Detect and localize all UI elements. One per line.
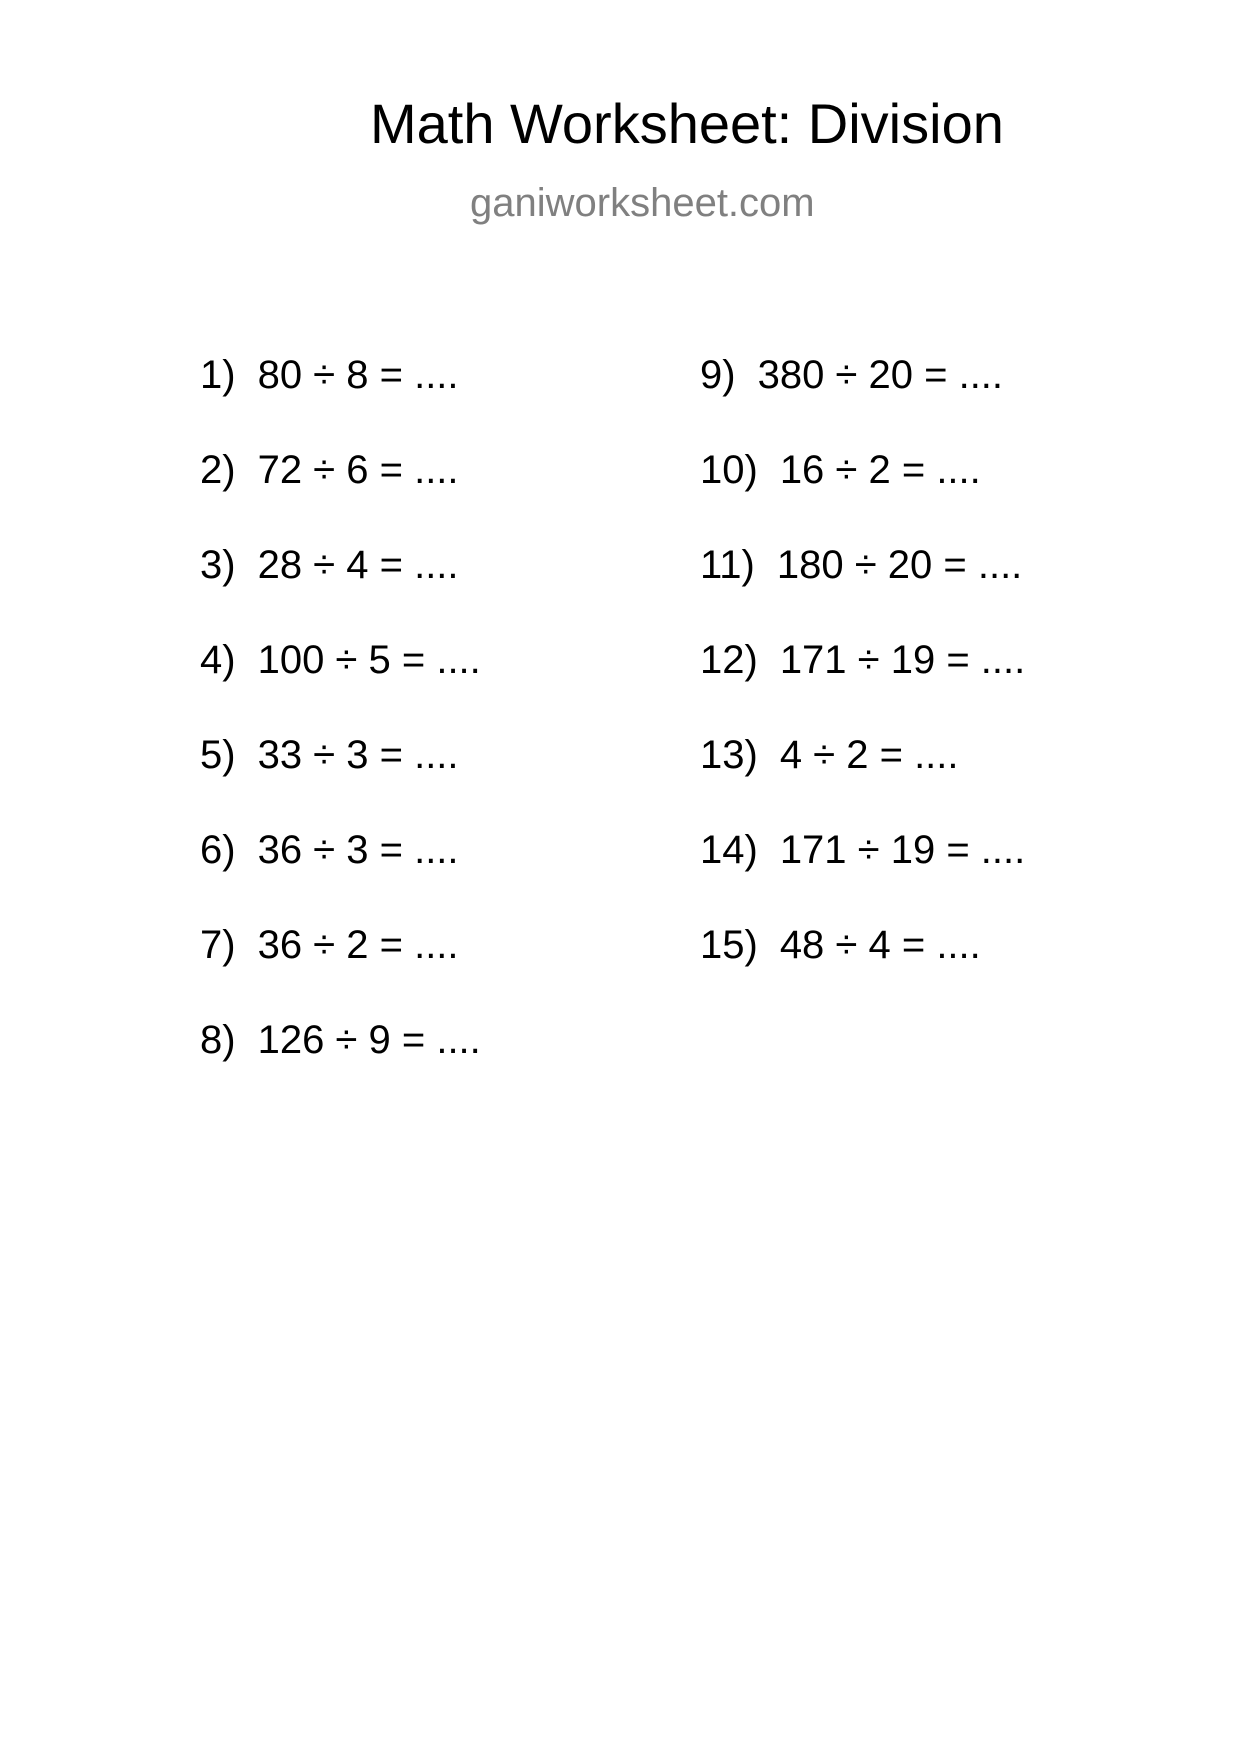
problem-number: 8) xyxy=(200,1018,236,1062)
problem-expression: 100 ÷ 5 = .... xyxy=(257,638,481,682)
problem-number: 14) xyxy=(700,828,758,872)
problem-number: 15) xyxy=(700,923,758,967)
problem-number: 10) xyxy=(700,448,758,492)
problem-item xyxy=(700,450,981,490)
problem-expression: 380 ÷ 20 = .... xyxy=(757,353,1004,397)
problem-expression: 126 ÷ 9 = .... xyxy=(257,1018,481,1062)
problem-expression: 171 ÷ 19 = .... xyxy=(779,828,1026,872)
problem-number: 1) xyxy=(200,353,236,397)
problem-item xyxy=(200,830,459,870)
site-subtitle: ganiworksheet.com xyxy=(470,181,815,225)
problem-expression: 72 ÷ 6 = .... xyxy=(257,448,459,492)
problem-item xyxy=(700,355,1003,395)
problem-item xyxy=(200,925,459,965)
problem-expression: 4 ÷ 2 = .... xyxy=(779,733,959,777)
problem-expression: 80 ÷ 8 = .... xyxy=(257,353,459,397)
problem-expression: 33 ÷ 3 = .... xyxy=(257,733,459,777)
problem-expression: 48 ÷ 4 = .... xyxy=(779,923,981,967)
problem-number: 3) xyxy=(200,543,236,587)
problem-number: 11) xyxy=(700,543,755,587)
problem-item xyxy=(700,640,1025,680)
problem-expression: 36 ÷ 2 = .... xyxy=(257,923,459,967)
problem-item xyxy=(200,735,459,775)
problem-expression: 16 ÷ 2 = .... xyxy=(779,448,981,492)
problem-number: 12) xyxy=(700,638,758,682)
problem-item xyxy=(200,450,459,490)
problem-expression: 171 ÷ 19 = .... xyxy=(779,638,1026,682)
problem-item xyxy=(700,830,1025,870)
problem-item xyxy=(200,1020,481,1060)
problem-number: 6) xyxy=(200,828,236,872)
problem-number: 7) xyxy=(200,923,236,967)
problem-number: 5) xyxy=(200,733,236,777)
problem-expression: 36 ÷ 3 = .... xyxy=(257,828,459,872)
problem-item xyxy=(700,735,959,775)
problem-item xyxy=(200,545,459,585)
problem-item xyxy=(200,640,481,680)
problem-expression: 180 ÷ 20 = .... xyxy=(776,543,1023,587)
problem-number: 2) xyxy=(200,448,236,492)
problem-expression: 28 ÷ 4 = .... xyxy=(257,543,459,587)
problem-number: 4) xyxy=(200,638,236,682)
problem-number: 13) xyxy=(700,733,758,777)
problem-item xyxy=(200,355,459,395)
problem-number: 9) xyxy=(700,353,736,397)
page-title: Math Worksheet: Division xyxy=(370,92,1004,155)
problem-item xyxy=(700,545,1022,585)
problem-item xyxy=(700,925,981,965)
